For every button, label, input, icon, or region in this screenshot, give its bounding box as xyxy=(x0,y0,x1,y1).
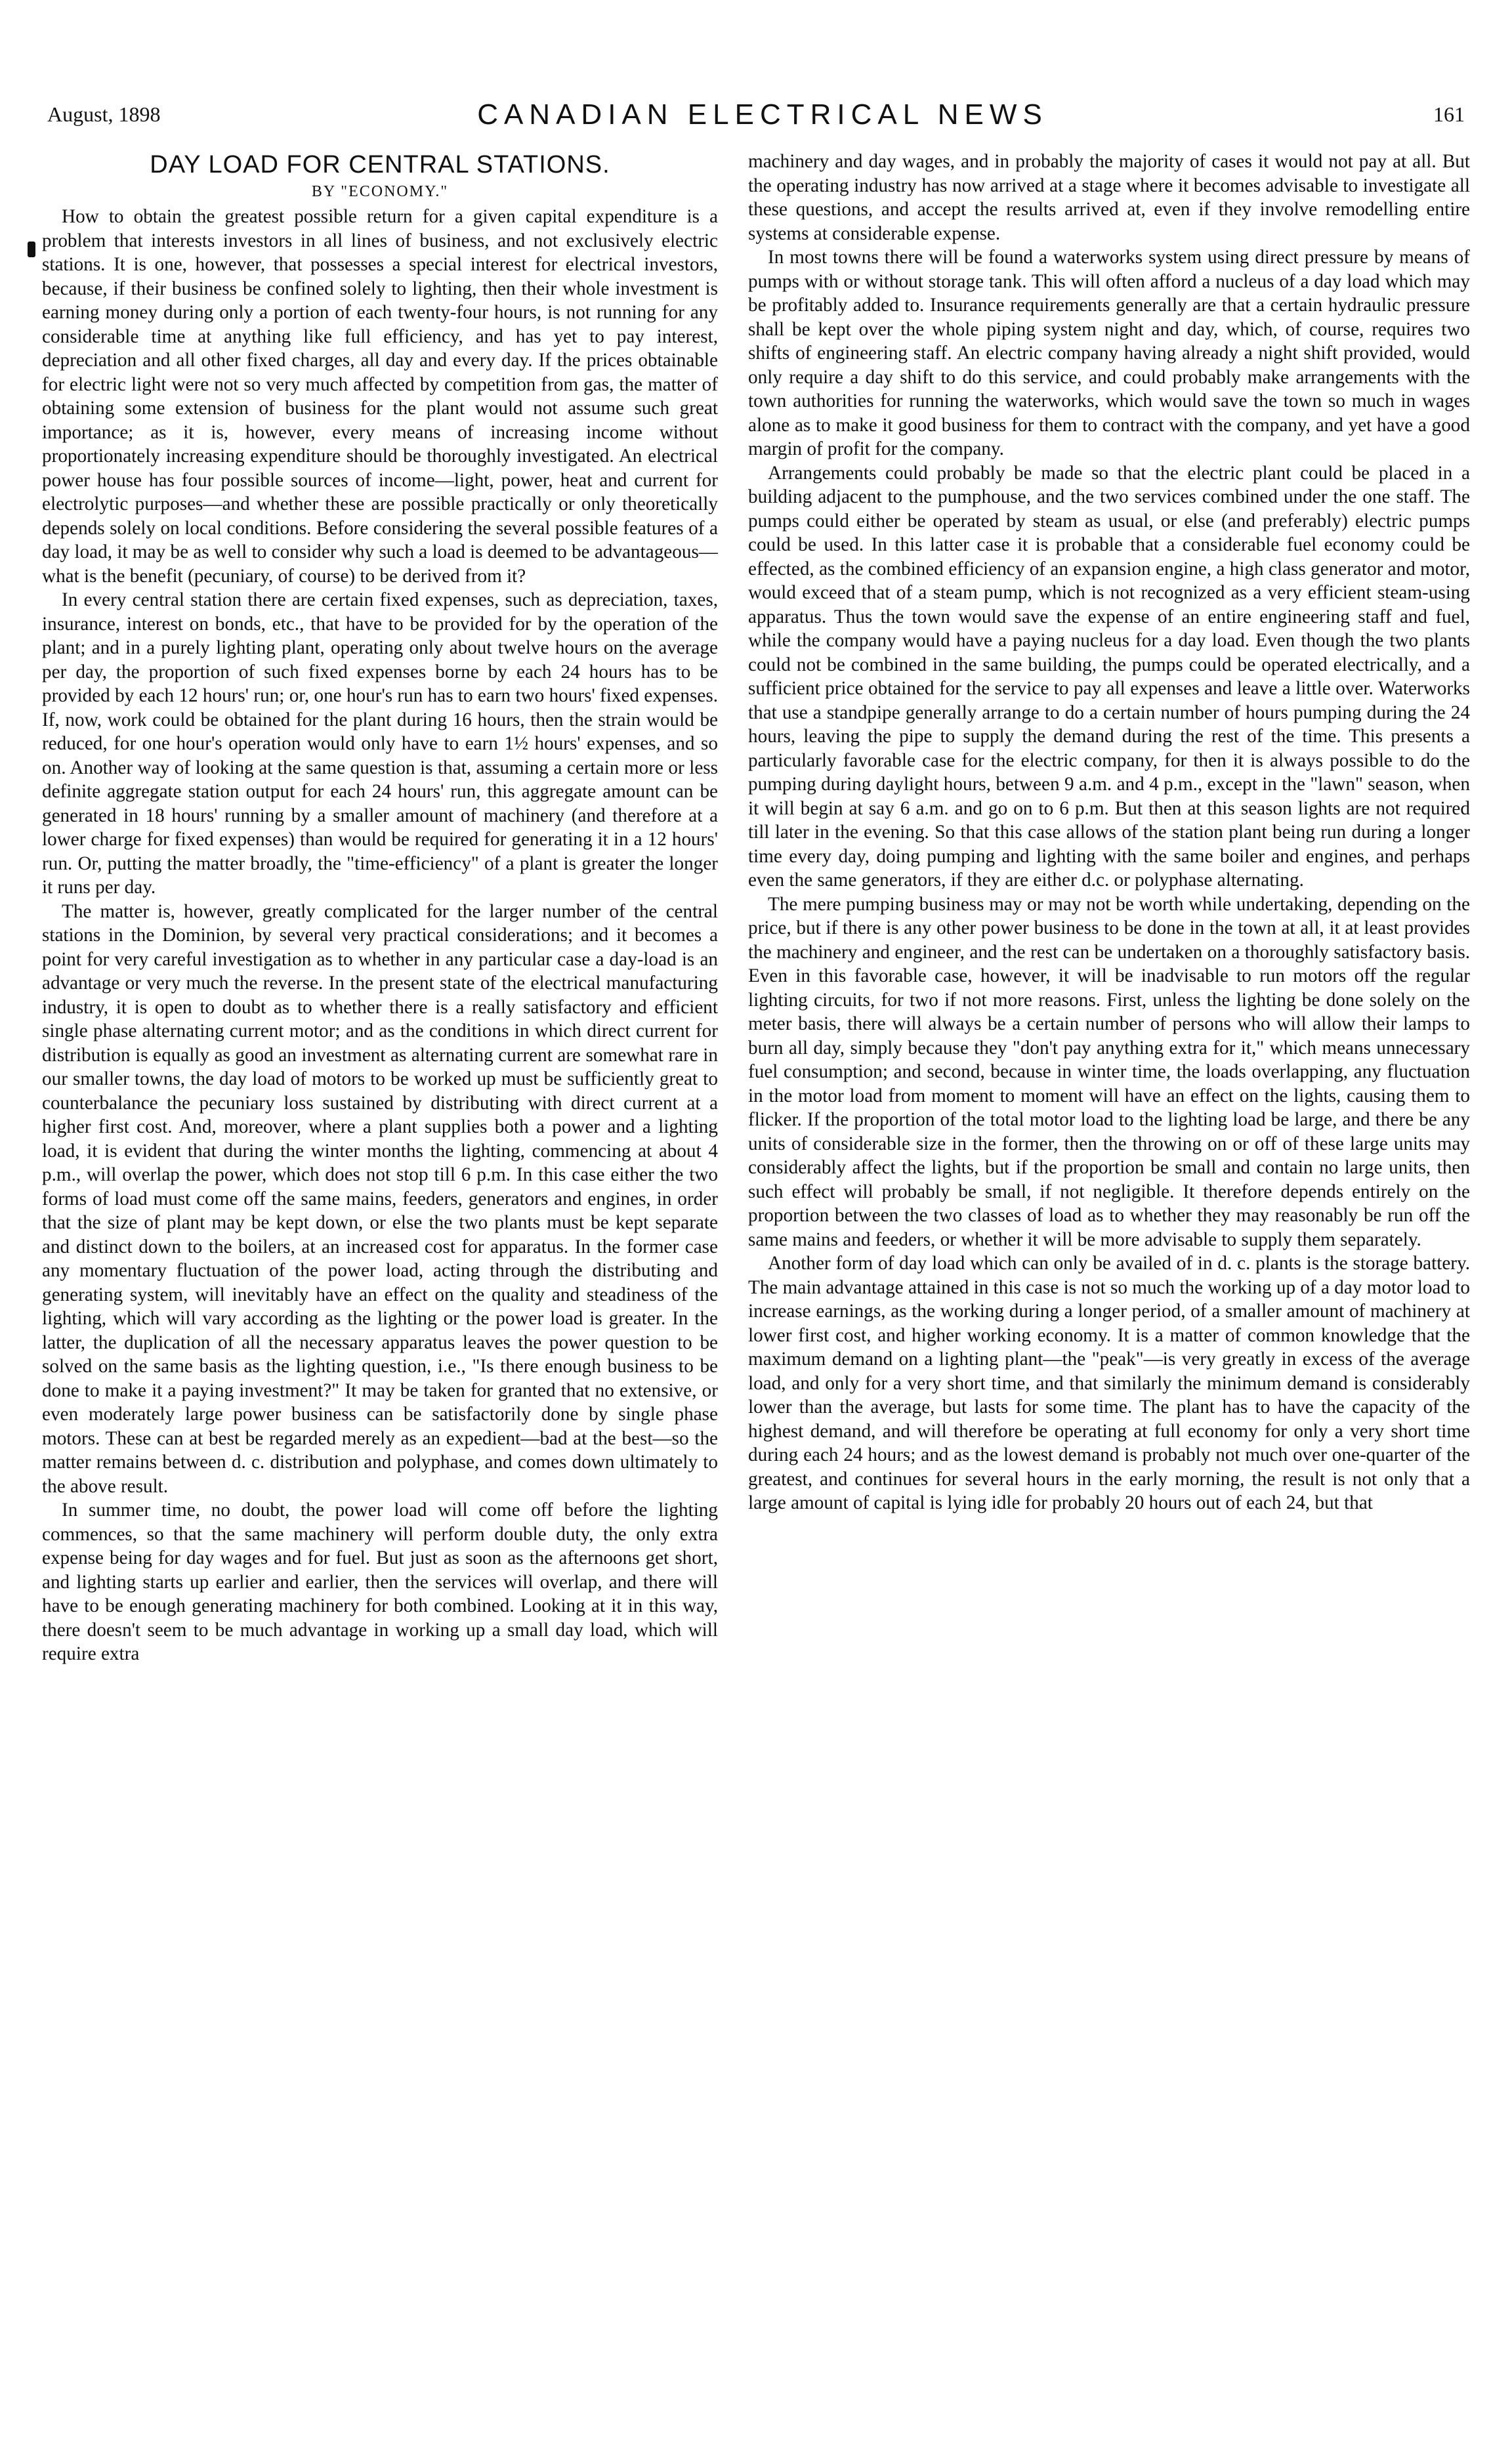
article-headline: DAY LOAD FOR CENTRAL STATIONS. xyxy=(150,151,610,179)
issue-date: August, 1898 xyxy=(47,102,161,126)
article-paragraph: In most towns there will be found a waterworks system using direct pressure by means of pumps with or without storage tank. This will often afford a nucleus of a day load which may be profitably added to. Insurance requirements generally are that a certain hydraulic pressure shall be kept over the whole piping system night and day, which, of course, requires two shifts of engineering staff. An electric company having already a night shift provided, would only require a day shift to do this service, and could probably make arrangements with the town authorities for running the waterworks, which would save the town so much in wages alone as to make it good business for them to contract with the company, and yet have a good margin of profit for the company. xyxy=(748,247,1470,459)
article-paragraph: Another form of day load which can only be availed of in d. c. plants is the storage battery. The main advantage attained in this case is not so much the working up of a day motor load to increase earnings, as the working during a longer period, of a smaller amount of machinery at lower first cost, and higher working economy. It is a matter of common knowledge that the maximum demand on a lighting plant—the "peak"—is very greatly in excess of the average load, and only for a very short time, and that similarly the minimum demand is considerably lower than the average, but lasts for some time. The plant has to have the capacity of the highest demand, and will therefore be operating at full economy for only a very short time during each 24 hours; and as the lowest demand is probably not much over one-quarter of the greatest, and continues for several hours in the early morning, the result is not only that a large amount of capital is lying idle for probably 20 hours out of each 24, but that xyxy=(748,1253,1470,1513)
article-paragraph: Arrangements could probably be made so that the electric plant could be placed in a building adjacent to the pumphouse, and the two services combined under the one staff. The pumps could either be operated by steam as usual, or else (and preferably) electric pumps could be used. In this latter case it is probable that a considerable fuel economy could be effected, as the combined efficiency of an expansion engine, a high class generator and motor, would exceed that of a steam pump, which is not recognized as a very efficient steam-using apparatus. Thus the town would save the expense of an entire engineering staff and fuel, while the company would have a paying nucleus for a day load. Even though the two plants could not be combined in the same building, the pumps could be operated electrically, and a sufficient price obtained for the service to pay all expenses and leave a little over. Waterworks that use a standpipe generally arrange to do a certain number of hours pumping during the 24 hours, leaving the pipe to supply the demand during the rest of the time. This presents a particularly favorable case for the electric company, for then it is always possible to do the pumping during daylight hours, between 9 a.m. and 4 p.m., except in the "lawn" season, when it will begin at say 6 a.m. and go on to 6 p.m. But then at this season lights are not required till later in the evening. So that this case allows of the station plant being run during a longer time every day, doing pumping and lighting with the same boiler and engines, and perhaps even the same generators, if they are either d.c. or polyphase alternating. xyxy=(748,462,1470,891)
running-head xyxy=(47,98,1465,138)
publication-title: CANADIAN ELECTRICAL NEWS xyxy=(477,98,1048,131)
article-byline: BY "ECONOMY." xyxy=(311,183,449,200)
page-number: 161 xyxy=(1433,102,1465,126)
left-column xyxy=(42,150,718,2407)
article-paragraph: In every central station there are certain fixed expenses, such as depreciation, taxes, insurance, interest on bonds, etc., that have to be provided for by the operation of the plant; and in a purely lighting plant, operating only about twelve hours on the average per day, the proportion of such fixed expenses borne by each 24 hours has to be provided by each 12 hours' run; or, one hour's run has to earn two hours' fixed expenses. If, now, work could be obtained for the plant during 16 hours, then the strain would be reduced, for one hour's operation would only have to earn 1½ hours' expenses, and so on. Another way of looking at the same question is that, assuming a certain more or less definite aggregate station output for each 24 hours' run, this aggregate amount can be generated in 18 hours' running by a smaller amount of machinery (and therefore at a lower charge for fixed expenses) than would be required for generating it in a 12 hours' run. Or, putting the matter broadly, the "time-efficiency" of a plant is greater the longer it runs per day. xyxy=(42,589,718,898)
right-column xyxy=(748,150,1470,2407)
article-paragraph: machinery and day wages, and in probably the majority of cases it would not pay at all. But the operating industry has now arrived at a stage where it becomes advisable to investigate all these questions, and accept the results arrived at, even if they involve remodelling entire systems at considerable expense. xyxy=(748,151,1470,244)
article-paragraph: In summer time, no doubt, the power load will come off before the lighting commences, so that the same machinery will perform double duty, the only extra expense being for day wages and for fuel. But just as soon as the afternoons get short, and lighting starts up earlier and earlier, then the services will overlap, and there will have to be enough generating machinery for both combined. Looking at it in this way, there doesn't seem to be much advantage in working up a small day load, which will require extra xyxy=(42,1500,718,1664)
article-paragraph: The mere pumping business may or may not be worth while undertaking, depending on the price, but if there is any other power business to be done in the town at all, it at least provides the machinery and engineer, and the rest can be undertaken on a thoroughly satisfactory basis. Even in this favorable case, however, it will be inadvisable to run motors off the regular lighting circuits, for two if not more reasons. First, unless the lighting be done solely on the meter basis, there will always be a certain number of persons who will allow their lamps to burn all day, simply because they "don't pay anything extra for it," which means unnecessary fuel consumption; and second, because in winter time, the loads overlapping, any fluctuation in the motor load from moment to moment will have an effect on the lights, causing them to flicker. If the proportion of the total motor load to the lighting load be large, and there be any units of considerable size in the former, then the throwing on or off of these large units may considerably affect the lights, but if the proportion be small and contain no large units, then such effect will probably be small, if not negligible. It therefore depends entirely on the proportion between the two classes of load as to whether they may reasonably be run off the same mains and feeders, or whether it will be more advisable to supply them separately. xyxy=(748,893,1470,1250)
article-paragraph: How to obtain the greatest possible return for a given capital expenditure is a problem that interests investors in all lines of business, and not exclusively electric stations. It is one, however, that possesses a special interest for electrical investors, because, if their business be confined solely to lighting, then their whole investment is earning money during only a portion of each twenty-four hours, is not running for any considerable time at anything like full efficiency, and has yet to pay interest, depreciation and all other fixed charges, all day and every day. If the prices obtainable for electric light were not so very much affected by competition from gas, the matter of obtaining some extension of business for the plant would not assume such great importance; as it is, however, every means of increasing income without proportionately increasing expenditure should be thoroughly investigated. An electrical power house has four possible sources of income—light, power, heat and current for electrolytic purposes—and whether these are possible practically or only theoretically depends solely on local conditions. Before considering the several possible features of a day load, it may be as well to consider why such a load is deemed to be advantageous—what is the benefit (pecuniary, of course) to be derived from it? xyxy=(42,206,718,587)
margin-bullet-mark xyxy=(28,242,35,257)
article-paragraph: The matter is, however, greatly complicated for the larger number of the central stations in the Dominion, by several very practical considerations; and it becomes a point for very careful investigation as to whether in any particular case a day-load is an advantage or very much the reverse. In the present state of the electrical manufacturing industry, it is open to doubt as to whether there is a really satisfactory and efficient single phase alternating current motor; and as the conditions in which direct current for distribution is equally as good an investment as alternating current are somewhat rare in our smaller towns, the day load of motors to be worked up must be sufficiently great to counterbalance the pecuniary loss sustained by distributing with direct current at a higher first cost. And, moreover, where a plant supplies both a power and a lighting load, it is evident that during the winter months the lighting, commencing at about 4 p.m., will overlap the power, which does not stop till 6 p.m. In this case either the two forms of load must come off the same mains, feeders, generators and engines, in order that the size of plant may be kept down, or else the two plants must be kept separate and distinct down to the boilers, at an increased cost for apparatus. In the former case any momentary fluctuation of the power load, acting through the distributing and generating system, will inevitably have an effect on the quality and steadiness of the lighting, which will vary according as the lighting or the power load is greater. In the latter, the duplication of all the necessary apparatus leaves the power question to be solved on the same basis as the lighting question, i.e., "Is there enough business to be done to make it a paying investment?" It may be taken for granted that no extensive, or even moderately large power business can be satisfactorily done by single phase motors. These can at best be regarded merely as an expedient—bad at the best—so the matter remains between d. c. distribution and polyphase, and comes down ultimately to the above result. xyxy=(42,900,718,1497)
